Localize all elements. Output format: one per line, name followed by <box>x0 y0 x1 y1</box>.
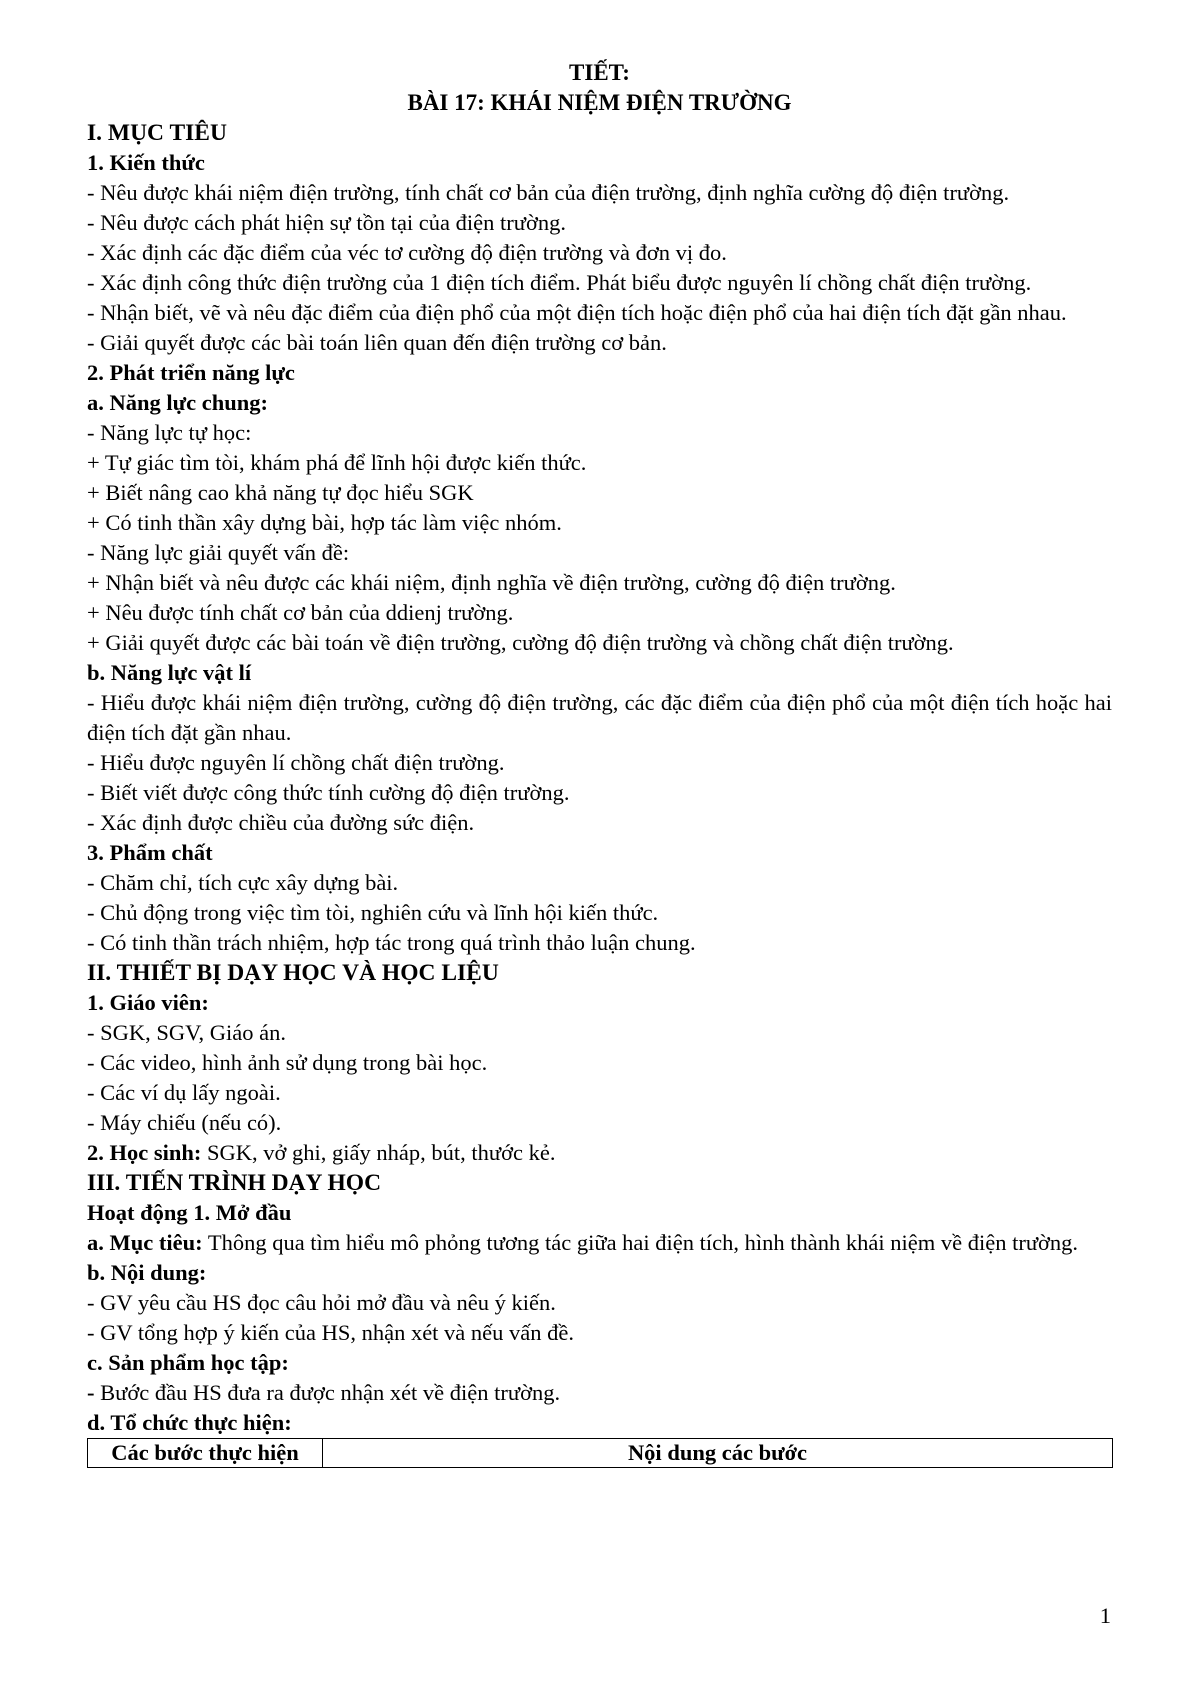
competence-heading: 2. Phát triển năng lực <box>87 360 295 385</box>
page-number: 1 <box>1099 1603 1111 1628</box>
section-2-heading: II. THIẾT BỊ DẠY HỌC VÀ HỌC LIỆU <box>87 960 499 986</box>
physics-competence-item: - Hiểu được nguyên lí chồng chất điện trường. <box>87 750 505 775</box>
physics-competence-item: - Xác định được chiều của đường sức điện. <box>87 810 475 835</box>
knowledge-item: - Giải quyết được các bài toán liên quan đến điện trường cơ bản. <box>87 330 667 355</box>
general-competence-item: + Biết nâng cao khả năng tự đọc hiểu SGK <box>87 480 474 505</box>
general-competence-item: + Nhận biết và nêu được các khái niệm, định nghĩa về điện trường, cường độ điện trường. <box>87 570 896 595</box>
general-competence-item: + Có tinh thần xây dựng bài, hợp tác làm việc nhóm. <box>87 510 562 535</box>
student-line <box>87 1138 1112 1168</box>
knowledge-item: - Nêu được cách phát hiện sự tồn tại của điện trường. <box>87 210 566 235</box>
general-competence-item: + Tự giác tìm tòi, khám phá để lĩnh hội được kiến thức. <box>87 450 587 475</box>
general-competence-item: - Năng lực giải quyết vấn đề: <box>87 540 350 565</box>
teacher-item: - Các video, hình ảnh sử dụng trong bài học. <box>87 1050 488 1075</box>
goal-label: a. Mục tiêu: <box>87 1230 203 1255</box>
table-header-row <box>88 1439 1113 1468</box>
steps-table <box>87 1438 1113 1468</box>
table-header-steps: Các bước thực hiện <box>88 1439 323 1468</box>
teacher-item: - SGK, SGV, Giáo án. <box>87 1020 286 1045</box>
activity-heading: Hoạt động 1. Mở đầu <box>87 1200 292 1225</box>
document-page <box>87 58 1112 1468</box>
content-heading: b. Nội dung: <box>87 1260 207 1285</box>
teacher-item: - Các ví dụ lấy ngoài. <box>87 1080 281 1105</box>
knowledge-item: - Xác định các đặc điểm của véc tơ cường độ điện trường và đơn vị đo. <box>87 240 727 265</box>
quality-item: - Có tinh thần trách nhiệm, hợp tác trong quá trình thảo luận chung. <box>87 930 696 955</box>
knowledge-heading: 1. Kiến thức <box>87 150 205 175</box>
quality-item: - Chủ động trong việc tìm tòi, nghiên cứu và lĩnh hội kiến thức. <box>87 900 659 925</box>
product-heading: c. Sản phẩm học tập: <box>87 1350 289 1375</box>
general-competence-heading: a. Năng lực chung: <box>87 390 269 415</box>
goal-text: Thông qua tìm hiểu mô phỏng tương tác giữa hai điện tích, hình thành khái niệm về điện trường. <box>202 1230 1079 1255</box>
physics-competence-item: - Biết viết được công thức tính cường độ điện trường. <box>87 780 570 805</box>
table-header-content: Nội dung các bước <box>323 1439 1113 1468</box>
physics-competence-heading: b. Năng lực vật lí <box>87 660 252 685</box>
goal-line <box>87 1228 1112 1258</box>
product-text: Bước đầu HS đưa ra được nhận xét về điện trường. <box>94 1380 561 1405</box>
lesson-title: BÀI 17: KHÁI NIỆM ĐIỆN TRƯỜNG <box>407 90 792 115</box>
knowledge-item: - Nêu được khái niệm điện trường, tính chất cơ bản của điện trường, định nghĩa cường độ điện trường. <box>87 180 1010 205</box>
teacher-heading: 1. Giáo viên: <box>87 990 209 1015</box>
student-text: SGK, vở ghi, giấy nháp, bút, thước kẻ. <box>201 1140 556 1165</box>
lesson-period: TIẾT: <box>569 60 630 85</box>
section-3-heading: III. TIẾN TRÌNH DẠY HỌC <box>87 1170 382 1196</box>
general-competence-item: + Giải quyết được các bài toán về điện trường, cường độ điện trường và chồng chất điện trường. <box>87 630 954 655</box>
quality-item: - Chăm chỉ, tích cực xây dựng bài. <box>87 870 399 895</box>
product-prefix: - <box>87 1380 95 1405</box>
content-item: - GV yêu cầu HS đọc câu hỏi mở đầu và nêu ý kiến. <box>87 1290 556 1315</box>
product-line <box>87 1378 1112 1408</box>
general-competence-item: - Năng lực tự học: <box>87 420 252 445</box>
organization-heading: d. Tổ chức thực hiện: <box>87 1410 292 1435</box>
general-competence-item: + Nêu được tính chất cơ bản của ddienj trường. <box>87 600 514 625</box>
physics-competence-item: - Hiểu được khái niệm điện trường, cường độ điện trường, các đặc điểm của điện phổ của một điện tích hoặc hai điện tích đặt gần nhau. <box>87 690 1112 745</box>
section-1-heading: I. MỤC TIÊU <box>87 120 227 146</box>
content-item: - GV tổng hợp ý kiến của HS, nhận xét và nếu vấn đề. <box>87 1320 575 1345</box>
knowledge-item: - Xác định công thức điện trường của 1 điện tích điểm. Phát biểu được nguyên lí chồng chất điện trường. <box>87 270 1032 295</box>
student-label: 2. Học sinh: <box>87 1140 202 1165</box>
qualities-heading: 3. Phẩm chất <box>87 840 213 865</box>
teacher-item: - Máy chiếu (nếu có). <box>87 1110 282 1135</box>
knowledge-item: - Nhận biết, vẽ và nêu đặc điểm của điện phổ của một điện tích hoặc điện phổ của hai điện tích đặt gần nhau. <box>87 300 1067 325</box>
